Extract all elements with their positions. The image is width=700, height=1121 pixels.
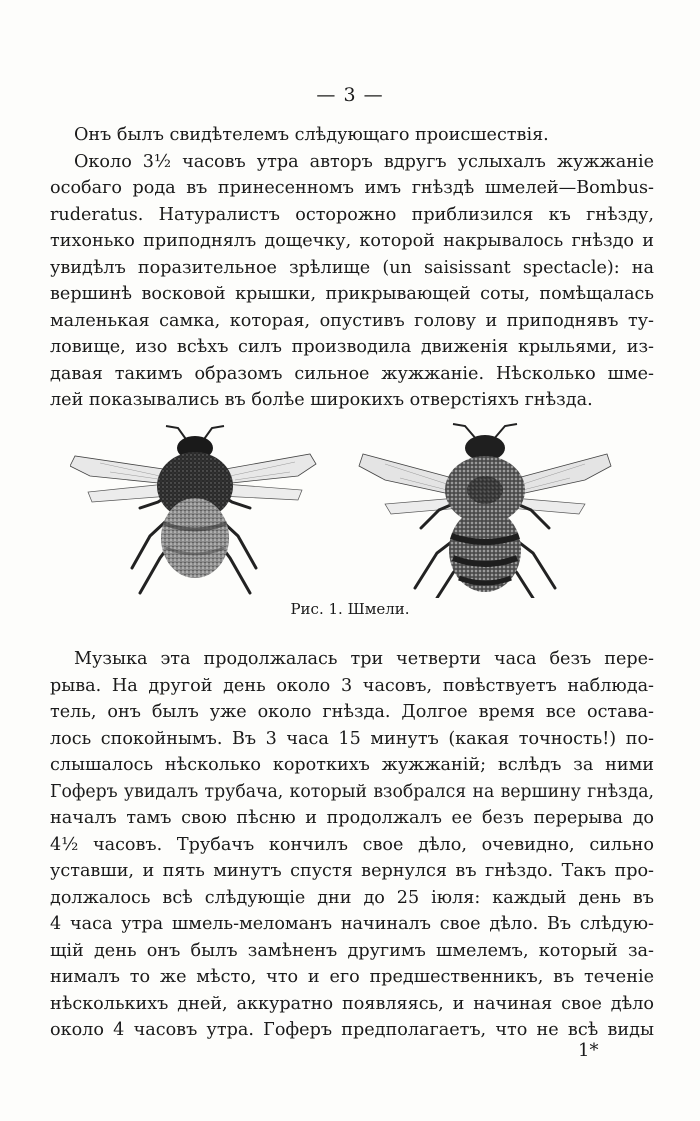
text-line: нѣсколькихъ дней, аккуратно появляясь, и начиная свое дѣло [50, 993, 654, 1014]
paragraph-1 [50, 122, 654, 414]
text-line: уставши, и пять минутъ спустя вернулся въ гнѣздо. Такъ про- [50, 861, 654, 881]
footnote-marker: 1* [578, 1040, 599, 1061]
page-number: — 3 — [316, 84, 384, 106]
figure-caption: Рис. 1. Шмели. [290, 600, 410, 618]
text-line: щій день онъ былъ замѣненъ другимъ шмелемъ, который за- [50, 940, 654, 961]
text-line: началъ тамъ свою пѣсню и продолжалъ ее безъ перерыва до [50, 808, 654, 828]
text-line: 4½ часовъ. Трубачъ кончилъ свое дѣло, очевидно, сильно [50, 834, 654, 855]
text-line: тель, онъ былъ уже около гнѣзда. Долгое время все остава- [50, 702, 654, 722]
text-line: 4 часа утра шмель-меломанъ начиналъ свое дѣло. Въ слѣдую- [50, 914, 654, 934]
text-line: тихонько приподнялъ дощечку, которой накрывалось гнѣздо и [50, 231, 654, 251]
bumblebee-left-illustration [70, 418, 320, 598]
text-line: Около 3½ часовъ утра авторъ вдругъ услыхалъ жужжаніе [74, 151, 654, 172]
bumblebee-figure [70, 418, 640, 598]
text-line: давая такимъ образомъ сильное жужжаніе. Нѣсколько шме- [50, 363, 654, 384]
text-line: лей показывались въ болѣе широкихъ отверстіяхъ гнѣзда. [50, 390, 593, 410]
text-line: лось спокойнымъ. Въ 3 часа 15 минутъ (какая точность!) по- [50, 728, 654, 749]
text-line: Музыка эта продолжалась три четверти часа безъ пере- [74, 649, 654, 669]
text-line: Гоферъ увидалъ трубача, который взобрался на вершину гнѣзда, [50, 781, 654, 802]
text-line: вершинѣ восковой крышки, прикрывающей соты, помѣщалась [50, 284, 654, 304]
text-line: должалось всѣ слѣдующіе дни до 25 іюля: каждый день въ [50, 887, 654, 908]
text-line: около 4 часовъ утра. Гоферъ предполагаетъ, что не всѣ виды [50, 1020, 654, 1040]
bumblebee-right-illustration [355, 418, 615, 598]
text-line: особаго рода въ принесенномъ имъ гнѣздѣ шмелей—Bombus- [50, 178, 654, 198]
text-line: ловище, изо всѣхъ силъ производила движенія крыльями, из- [50, 337, 654, 357]
text-line: ruderatus. Натуралистъ осторожно приблизился къ гнѣзду, [50, 204, 654, 225]
text-line: слышалось нѣсколько короткихъ жужжаній; вслѣдъ за ними [50, 755, 654, 775]
text-line: рыва. На другой день около 3 часовъ, повѣствуетъ наблюда- [50, 675, 654, 696]
paragraph-2 [50, 646, 654, 1044]
text-line: маленькая самка, которая, опустивъ голову и приподнявъ ту- [50, 310, 654, 331]
text-line: нималъ то же мѣсто, что и его предшественникъ, въ теченіе [50, 967, 654, 987]
text-line: Онъ былъ свидѣтелемъ слѣдующаго происшествія. [74, 125, 549, 145]
text-line: увидѣлъ поразительное зрѣлище (un saisissant spectacle): на [50, 257, 654, 278]
